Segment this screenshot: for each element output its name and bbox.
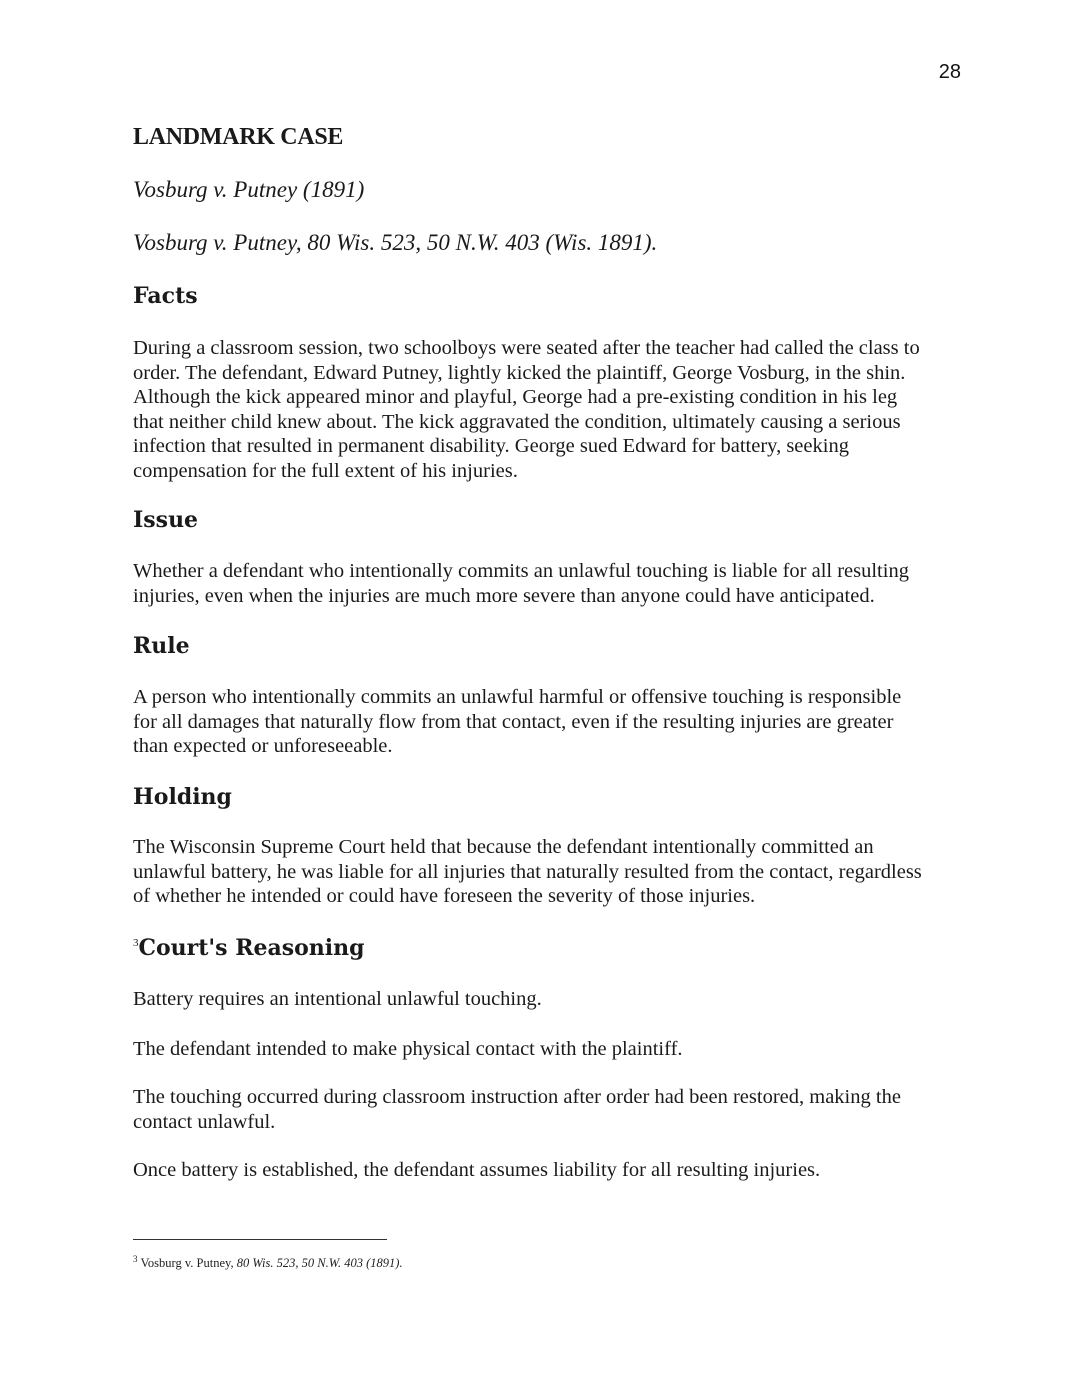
reasoning-heading-text: Court's Reasoning <box>138 935 365 961</box>
footnote-divider <box>133 1239 387 1240</box>
footnote-citation: 80 Wis. 523, 50 N.W. 403 (1891). <box>236 1256 403 1270</box>
reasoning-line: The touching occurred during classroom instruction after order had been restored, making the <box>133 1086 901 1108</box>
reasoning-heading <box>133 935 365 961</box>
rule-paragraph <box>133 685 953 759</box>
footnote-case: Vosburg v. Putney, <box>140 1256 234 1270</box>
footnote-reference[interactable]: 3 <box>133 937 139 949</box>
facts-heading: Facts <box>133 283 198 309</box>
rule-heading: Rule <box>133 633 190 659</box>
issue-line: Whether a defendant who intentionally commits an unlawful touching is liable for all resulting <box>133 560 909 582</box>
rule-line: than expected or unforeseeable. <box>133 735 393 757</box>
facts-line: order. The defendant, Edward Putney, lightly kicked the plaintiff, George Vosburg, in the shin. <box>133 361 906 384</box>
issue-paragraph <box>133 559 953 608</box>
facts-line: compensation for the full extent of his injuries. <box>133 459 518 482</box>
facts-line: that neither child knew about. The kick aggravated the condition, ultimately causing a serious <box>133 410 901 433</box>
holding-line: unlawful battery, he was liable for all injuries that naturally resulted from the contact, regardless <box>133 860 922 883</box>
holding-line: of whether he intended or could have foreseen the severity of those injuries. <box>133 885 756 907</box>
footnote-number: 3 <box>133 1254 138 1264</box>
reasoning-line: contact unlawful. <box>133 1110 276 1133</box>
footnote <box>133 1254 403 1271</box>
facts-line: infection that resulted in permanent disability. George sued Edward for battery, seeking <box>133 435 849 457</box>
rule-line: for all damages that naturally flow from that contact, even if the resulting injuries are greater <box>133 710 894 733</box>
facts-paragraph <box>133 336 953 483</box>
issue-heading: Issue <box>133 507 199 533</box>
case-title: Vosburg v. Putney (1891) <box>133 177 365 202</box>
reasoning-paragraph-2: The defendant intended to make physical contact with the plaintiff. <box>133 1038 683 1060</box>
reasoning-paragraph-3 <box>133 1085 953 1134</box>
case-citation: Vosburg v. Putney, 80 Wis. 523, 50 N.W. 403 (Wis. 1891). <box>133 230 658 255</box>
facts-line: Although the kick appeared minor and playful, George had a pre-existing condition in his leg <box>133 386 898 408</box>
page-number: 28 <box>938 61 961 83</box>
section-label: LANDMARK CASE <box>133 124 344 150</box>
holding-line: The Wisconsin Supreme Court held that because the defendant intentionally committed an <box>133 836 874 858</box>
holding-heading: Holding <box>133 784 232 810</box>
facts-line: During a classroom session, two schoolboys were seated after the teacher had called the class to <box>133 337 920 359</box>
holding-paragraph <box>133 835 953 909</box>
reasoning-paragraph-4: Once battery is established, the defendant assumes liability for all resulting injuries. <box>133 1159 821 1181</box>
rule-line: A person who intentionally commits an unlawful harmful or offensive touching is responsible <box>133 686 902 708</box>
issue-line: injuries, even when the injuries are much more severe than anyone could have anticipated. <box>133 584 875 607</box>
reasoning-paragraph-1: Battery requires an intentional unlawful touching. <box>133 988 542 1010</box>
